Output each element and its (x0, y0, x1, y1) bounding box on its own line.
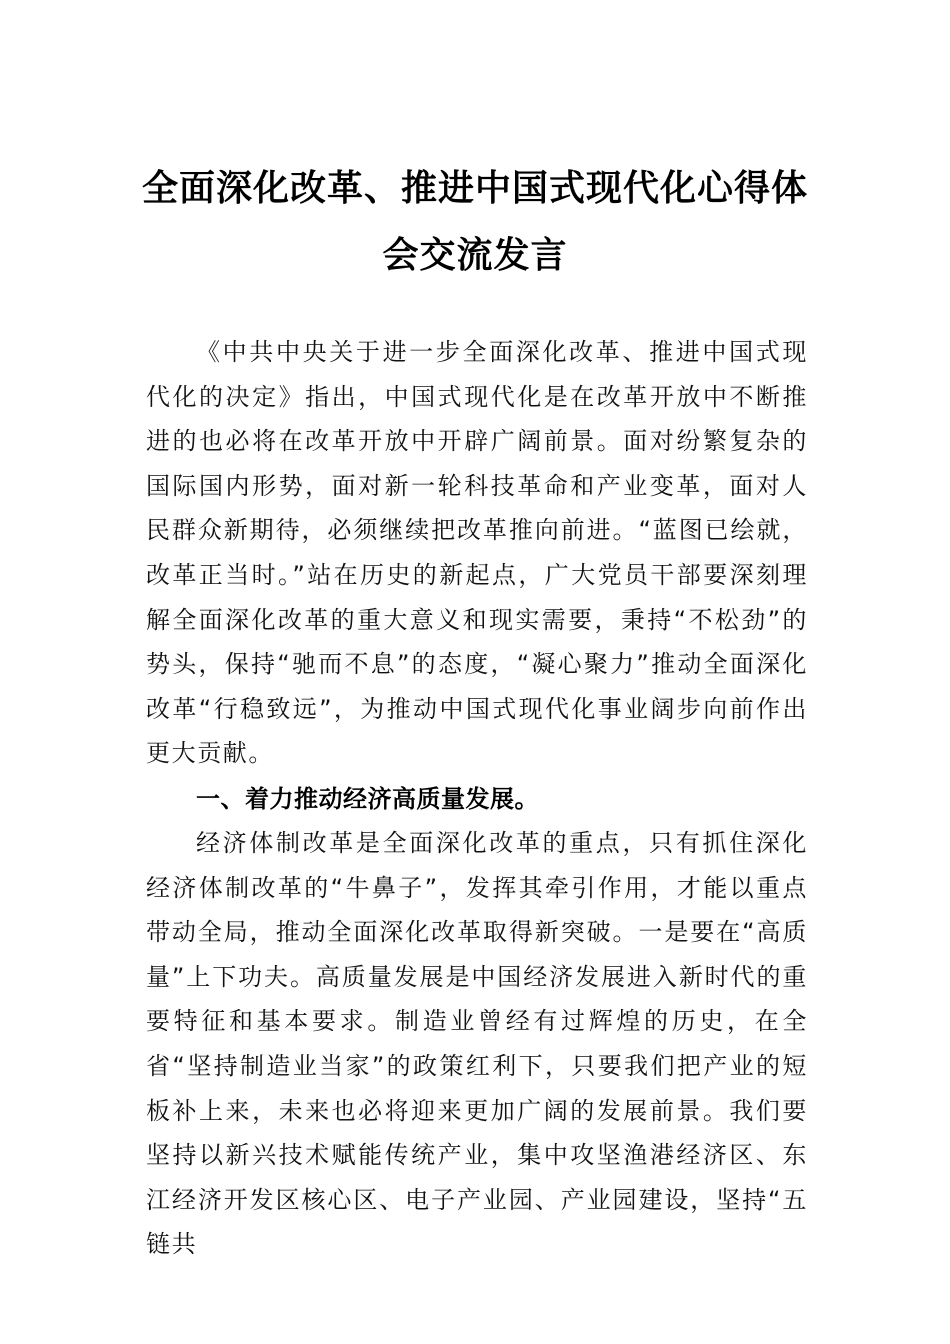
document-title-line-2: 会交流发言 (382, 234, 568, 276)
paragraph-section-1: 经济体制改革是全面深化改革的重点，只有抓住深化经济体制改革的“牛鼻子”，发挥其牵引作用，才能以重点带动全局，推动全面深化改革取得新突破。一是要在“高质量”上下功夫。高质量发展是中国经济发展进入新时代的重要特征和基本要求。制造业曾经有过辉煌的历史，在全省“坚持制造业当家”的政策红利下，只要我们把产业的短板补上来，未来也必将迎来更加广阔的发展前景。我们要坚持以新兴技术赋能传统产业，集中攻坚渔港经济区、东江经济开发区核心区、电子产业园、产业园建设，坚持“五链共 (146, 829, 808, 1259)
paragraph-intro: 《中共中央关于进一步全面深化改革、推进中国式现代化的决定》指出，中国式现代化是在改革开放中不断推进的也必将在改革开放中开辟广阔前景。面对纷繁复杂的国际国内形势，面对新一轮科技革命和产业变革，面对人民群众新期待，必须继续把改革推向前进。“蓝图已绘就，改革正当时。”站在历史的新起点，广大党员干部要深刻理解全面深化改革的重大意义和现实需要，秉持“不松劲”的势头，保持“驰而不息”的态度，“凝心聚力”推动全面深化改革“行稳致远”，为推动中国式现代化事业阔步向前作出更大贡献。 (146, 338, 808, 768)
section-heading-1: 一、着力推动经济高质量发展。 (196, 785, 539, 813)
document-title-line-1: 全面深化改革、推进中国式现代化心得体 (141, 167, 808, 209)
